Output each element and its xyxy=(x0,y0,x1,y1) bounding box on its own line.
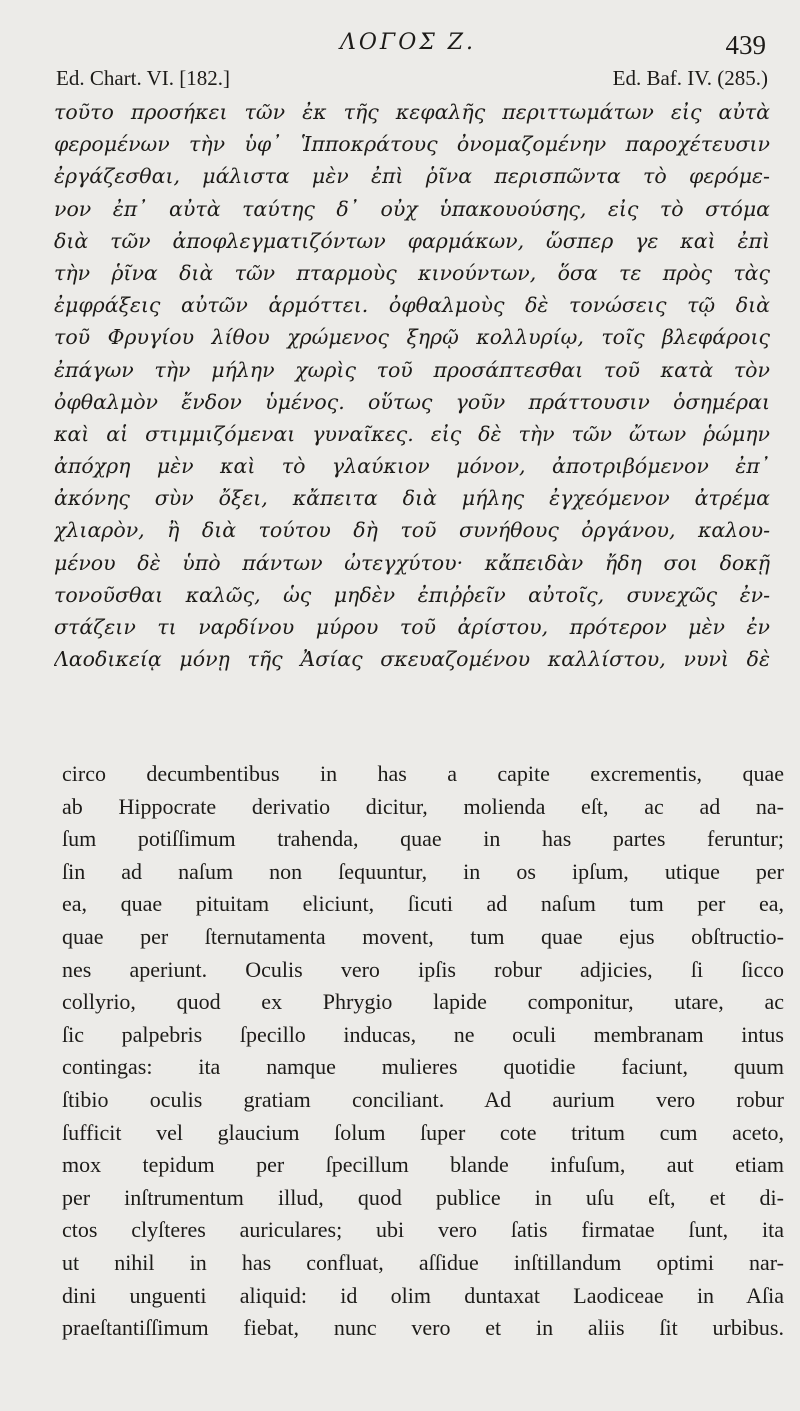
greek-line: καὶ αἱ στιμμιζόμεναι γυναῖκες. εἰς δὲ τὴν τῶν ὤτων ῥώμην xyxy=(54,421,770,446)
greek-line: τοῦ Φρυγίου λίθου χρώμενος ξηρῷ κολλυρίῳ, τοῖς βλεφάροις xyxy=(54,325,770,350)
running-head xyxy=(0,26,800,62)
greek-line: μένου δὲ ὑπὸ πάντων ὠτεγχύτου· κἄπειδὰν ἤδη σοι δοκῇ xyxy=(54,550,770,575)
greek-line: φερομένων τὴν ὑφ᾽ Ἱπποκράτους ὀνομαζομένην παροχέτευσιν xyxy=(54,132,770,157)
latin-line: ſufficit vel glaucium ſolum ſuper cote tritum cum aceto, xyxy=(62,1119,784,1145)
greek-line: χλιαρὸν, ἢ διὰ τούτου δὴ τοῦ συνήθους ὀργάνου, καλου- xyxy=(54,518,770,543)
greek-line: τὴν ῥῖνα διὰ τῶν πταρμοὺς κινούντων, ὅσα τε πρὸς τὰς xyxy=(54,260,770,285)
latin-line: ſum potiſſimum trahenda, quae in has partes feruntur; xyxy=(62,826,784,852)
greek-line: ἀπόχρη μὲν καὶ τὸ γλαύκιον μόνον, ἀποτριβόμενον ἐπ᾽ xyxy=(54,454,770,479)
latin-line: ctos clyſteres auriculares; ubi vero ſatis firmatae ſunt, ita xyxy=(62,1217,784,1243)
greek-line: ἐργάζεσθαι, μάλιστα μὲν ἐπὶ ῥῖνα περισπῶντα τὸ φερόμε- xyxy=(54,164,770,189)
greek-line: ἐμφράξεις αὐτῶν ἁρμόττει. ὀφθαλμοὺς δὲ τονώσεις τῷ διὰ xyxy=(54,293,770,318)
edition-reference-chartier: Ed. Chart. VI. [182.] xyxy=(56,66,230,90)
latin-line: dini unguenti aliquid: id olim duntaxat Laodiceae in Aſia xyxy=(62,1282,784,1308)
latin-line: ſin ad naſum non ſequuntur, in os ipſum, utique per xyxy=(62,858,784,884)
latin-line: collyrio, quod ex Phrygio lapide componitur, utare, ac xyxy=(62,989,784,1015)
latin-line: ſic palpebris ſpecillo inducas, ne oculi membranam intus xyxy=(62,1021,784,1047)
page-number: 439 xyxy=(725,30,766,60)
latin-line: mox tepidum per ſpecillum blande infuſum, aut etiam xyxy=(62,1152,784,1178)
latin-line: quae per ſternutamenta movent, tum quae ejus obſtructio- xyxy=(62,923,784,949)
greek-line: τοῦτο προσήκει τῶν ἐκ τῆς κεφαλῆς περιττωμάτων εἰς αὐτὰ xyxy=(54,100,770,124)
greek-line: ἀκόνης σὺν ὄξει, κἄπειτα διὰ μήλης ἐγχεόμενον ἀτρέμα xyxy=(54,486,770,511)
edition-references xyxy=(56,66,768,94)
latin-line: per inſtrumentum illud, quod publice in uſu eſt, et di- xyxy=(62,1184,784,1210)
latin-text-block xyxy=(62,758,784,1345)
latin-line: ea, quae pituitam eliciunt, ſicuti ad naſum tum per ea, xyxy=(62,891,784,917)
latin-line: ſtibio oculis gratiam conciliant. Ad aurium vero robur xyxy=(62,1086,784,1112)
greek-line: ἐπάγων τὴν μήλην χωρὶς τοῦ προσάπτεσθαι τοῦ κατὰ τὸν xyxy=(54,357,770,382)
latin-line: praeſtantiſſimum fiebat, nunc vero et in aliis ſit urbibus. xyxy=(62,1315,784,1341)
edition-reference-basel: Ed. Baf. IV. (285.) xyxy=(612,66,768,90)
latin-line: circo decumbentibus in has a capite excrementis, quae xyxy=(62,761,784,786)
greek-line: στάζειν τι ναρδίνου μύρου τοῦ ἀρίστου, πρότερον μὲν ἐν xyxy=(54,615,770,639)
greek-line: νον ἐπ᾽ αὐτὰ ταύτης δ᾽ οὐχ ὑπακουούσης, εἰς τὸ στόμα xyxy=(54,196,770,221)
greek-line: ὀφθαλμὸν ἔνδον ὑμένος. οὕτως γοῦν πράττουσιν ὁσημέραι xyxy=(54,389,770,414)
greek-line: διὰ τῶν ἀποφλεγματιζόντων φαρμάκων, ὥσπερ γε καὶ ἐπὶ xyxy=(54,228,770,253)
latin-line: ab Hippocrate derivatio dicitur, molienda eſt, ac ad na- xyxy=(62,793,784,819)
greek-line: τονοῦσθαι καλῶς, ὡς μηδὲν ἐπιῤῥεῖν αὐτοῖς, συνεχῶς ἐν- xyxy=(54,582,770,607)
latin-line: ut nihil in has confluat, aſſidue inſtillandum optimi nar- xyxy=(62,1249,784,1275)
running-title: ΛΟΓΟΣ Ζ. xyxy=(340,30,477,55)
latin-line: contingas: ita namque mulieres quotidie faciunt, quum xyxy=(62,1054,784,1080)
greek-text-block xyxy=(54,96,770,675)
latin-line: nes aperiunt. Oculis vero ipſis robur adjicies, ſi ſicco xyxy=(62,956,784,982)
greek-line: Λαοδικείᾳ μόνῃ τῆς Ἀσίας σκευαζομένου καλλίστου, νυνὶ δὲ xyxy=(54,647,770,672)
